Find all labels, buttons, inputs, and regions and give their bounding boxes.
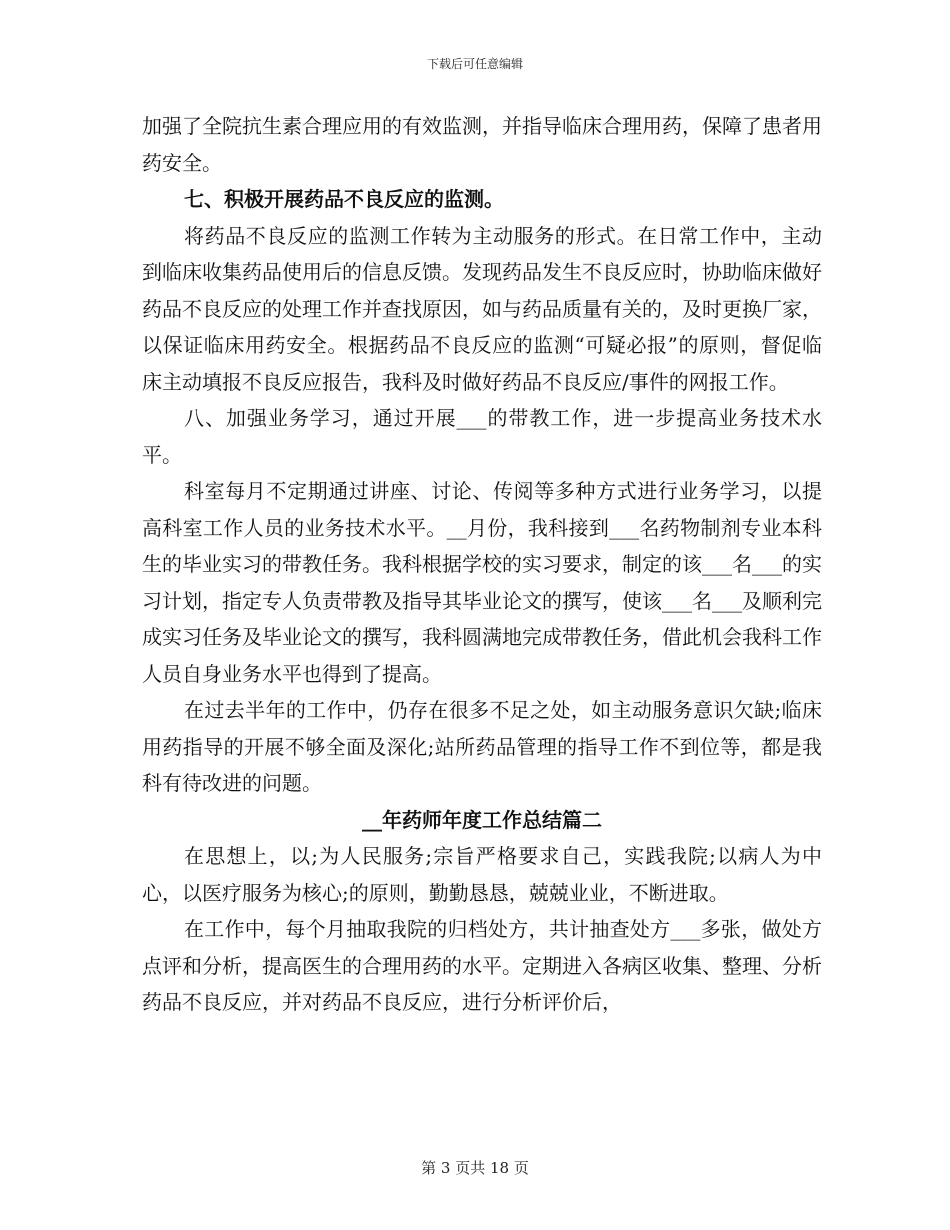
paragraph-adverse-reactions: 将药品不良反应的监测工作转为主动服务的形式。在日常工作中，主动到临床收集药品使用后的信息反馈。发现药品发生不良反应时，协助临床做好药品不良反应的处理工作并查找原因，如与药品质量有关的，及时更换厂家，以保证临床用药安全。根据药品不良反应的监测“可疑必报”的原则，督促临床主动填报不良反应报告，我科及时做好药品不良反应/事件的网报工作。 — [142, 223, 822, 394]
page-footer: 第 3 页共 18 页 — [421, 1159, 529, 1177]
paragraph-thought: 在思想上，以;为人民服务;宗旨严格要求自己，实践我院;以病人为中心，以医疗服务为核心;的原则，勤勤恳恳，兢兢业业，不断进取。 — [142, 844, 822, 905]
article-title-part-2: __年药师年度工作总结篇二 — [362, 807, 602, 832]
paragraph-shortcomings: 在过去半年的工作中，仍存在很多不足之处，如主动服务意识欠缺;临床用药指导的开展不够全面及深化;站所药品管理的指导工作不到位等，都是我科有待改进的问题。 — [142, 698, 822, 795]
paragraph-antibiotics: 加强了全院抗生素合理应用的有效监测，并指导临床合理用药，保障了患者用药安全。 — [142, 114, 822, 175]
heading-section-8: 八、加强业务学习，通过开展___的带教工作，进一步提高业务技术水平。 — [142, 406, 822, 467]
document-body — [142, 108, 822, 1021]
paragraph-training: 科室每月不定期通过讲座、讨论、传阅等多种方式进行业务学习，以提高科室工作人员的业务技术水平。__月份，我科接到___名药物制剂专业本科生的毕业实习的带教任务。我科根据学校的实习要求，制定的该___名___的实习计划，指定专人负责带教及指导其毕业论文的撰写，使该___名___及顺利完成实习任务及毕业论文的撰写，我科圆满地完成带教任务，借此机会我科工作人员自身业务水平也得到了提高。 — [142, 479, 822, 686]
heading-section-7: 七、积极开展药品不良反应的监测。 — [184, 187, 504, 211]
paragraph-work: 在工作中，每个月抽取我院的归档处方，共计抽查处方___多张，做处方点评和分析，提高医生的合理用药的水平。定期进入各病区收集、整理、分析药品不良反应，并对药品不良反应，进行分析评价后， — [142, 917, 822, 1014]
page-header: 下载后可任意编辑 — [426, 57, 523, 71]
